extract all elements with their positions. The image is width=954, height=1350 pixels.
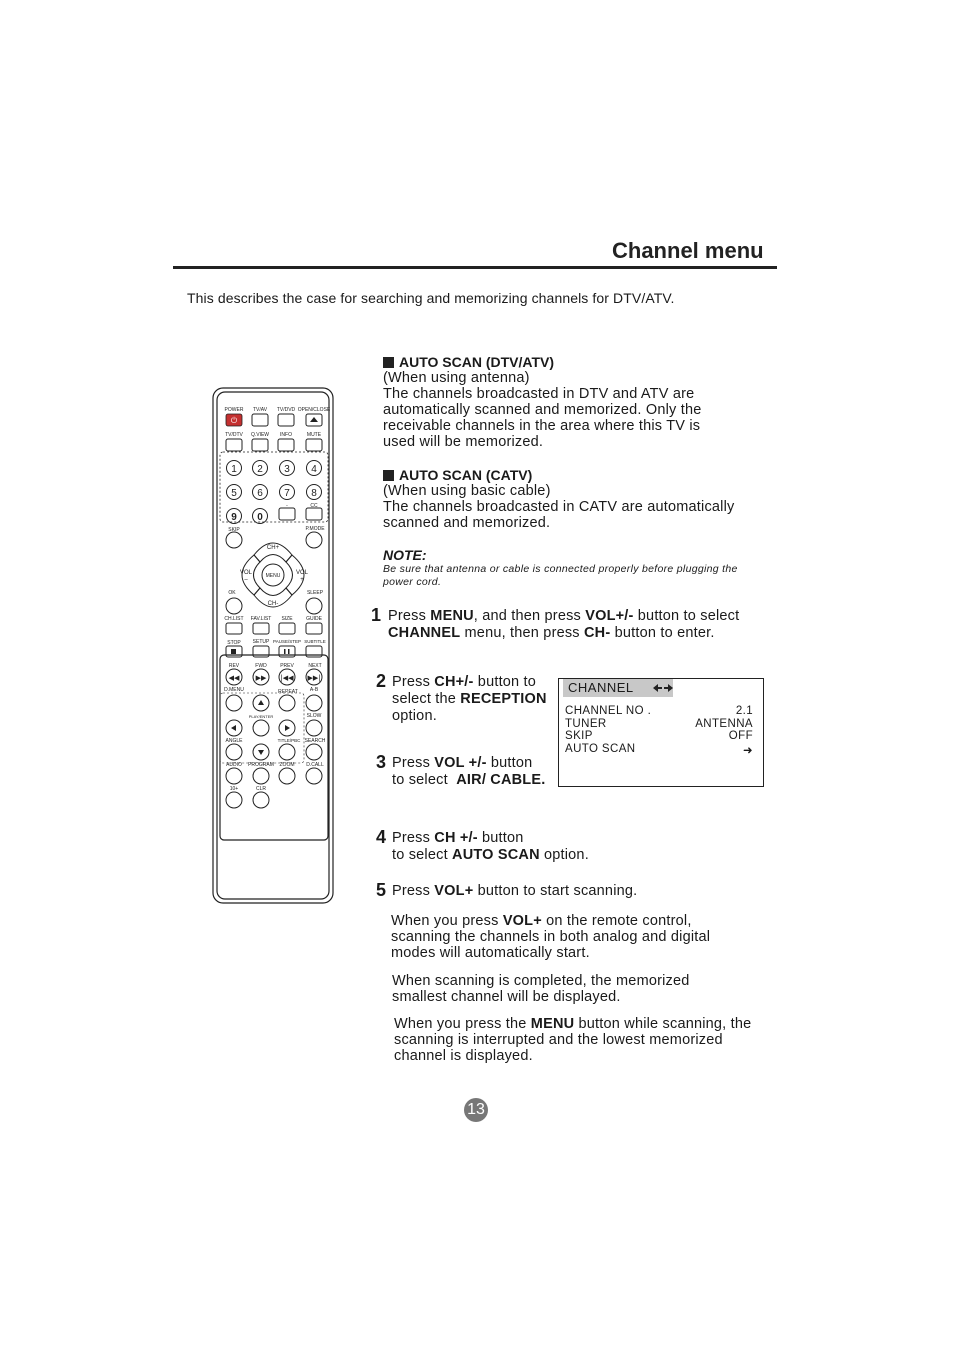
- page-number: 13: [464, 1098, 488, 1122]
- remote-label-rev: REV: [228, 663, 240, 669]
- rewind-icon: ◀◀: [228, 674, 240, 682]
- remote-digit-3: 3: [284, 464, 290, 475]
- remote-label-size: SIZE: [281, 616, 293, 622]
- up-arrow-icon: [258, 700, 264, 705]
- remote-label-vol-left: VOL: [239, 570, 253, 576]
- remote-digit-5: 5: [231, 488, 237, 499]
- step-2-text-line3: option.: [392, 708, 437, 724]
- info-paragraph-1: When you press VOL+ on the remote control, scanning the channels in both analog and digital modes will automatically start.: [391, 913, 711, 961]
- remote-label-vol-minus: –: [244, 577, 248, 583]
- osd-row-channel-no: CHANNEL NO . 2.1: [565, 705, 753, 717]
- remote-label-chplus: CH+: [266, 545, 280, 551]
- remote-label-qview: Q.VIEW: [250, 432, 270, 438]
- info-paragraph-2: When scanning is completed, the memorized smallest channel will be displayed.: [392, 973, 690, 1005]
- section-body-catv: (When using basic cable) The channels broadcasted in CATV are automatically scanned and memorized.: [383, 483, 735, 531]
- remote-digit-2: 2: [257, 464, 263, 475]
- step-5-number: 5: [376, 880, 387, 900]
- remote-label-fwd: FWD: [255, 663, 267, 669]
- remote-label-next: NEXT: [308, 663, 322, 669]
- section-heading-dtv-atv: AUTO SCAN (DTV/ATV): [383, 354, 554, 370]
- remote-digit-7: 7: [284, 488, 290, 499]
- remote-label-dmenu: D.MENU: [224, 687, 244, 693]
- step-1-text-line2: CHANNEL menu, then press CH- button to enter.: [388, 625, 715, 641]
- remote-label-titlepbc: TITLE/PBC: [277, 738, 301, 743]
- step-2-text: Press CH+/- button to: [392, 674, 537, 690]
- fast-forward-icon: ▶▶: [255, 674, 267, 682]
- remote-label-program: PROGRAM: [248, 762, 274, 768]
- remote-label-tvav: TV/AV: [252, 407, 268, 413]
- remote-label-stop: STOP: [227, 640, 241, 646]
- section-heading-catv: AUTO SCAN (CATV): [383, 467, 532, 483]
- remote-label-setup: SETUP: [252, 639, 270, 645]
- note-title: NOTE:: [383, 547, 427, 563]
- osd-row-tuner: TUNER ANTENNA: [565, 718, 753, 730]
- osd-header: CHANNEL: [563, 679, 673, 697]
- remote-label-dcall: D.CALL: [306, 762, 324, 768]
- remote-digit-8: 8: [311, 488, 317, 499]
- remote-digit-6: 6: [257, 488, 263, 499]
- left-right-arrow-icon: [653, 684, 673, 692]
- remote-label-cc: CC: [310, 503, 318, 509]
- title-rule: [173, 266, 777, 269]
- remote-label-tvdtv: TV/DTV: [225, 432, 243, 438]
- remote-label-chlist: CH.LIST: [224, 616, 244, 622]
- step-4-text: Press CH +/- button: [392, 830, 524, 846]
- remote-label-favlist: FAV.LIST: [250, 616, 272, 622]
- step-2-number: 2: [376, 671, 387, 691]
- step-5-text: Press VOL+ button to start scanning.: [392, 883, 638, 899]
- step-1-text: Press MENU, and then press VOL+/- button to select: [388, 608, 740, 624]
- remote-label-playenter: PLAY/ENTER: [248, 714, 274, 719]
- remote-label-skip: SKIP: [228, 527, 240, 533]
- info-paragraph-3: When you press the MENU button while scanning, the scanning is interrupted and the lowest memorized channel is displayed.: [394, 1016, 752, 1064]
- note-text: Be sure that antenna or cable is connected properly before plugging the power cord.: [383, 563, 738, 588]
- remote-label-openclose: OPEN/CLOSE: [297, 407, 331, 413]
- remote-label-zoom: ZOOM: [279, 762, 295, 768]
- channel-osd-box: [558, 678, 764, 787]
- remote-label-slow: SLOW: [306, 713, 322, 719]
- eject-icon: [310, 417, 318, 422]
- remote-digit-0: 0: [257, 512, 263, 523]
- left-arrow-icon: [231, 725, 236, 731]
- remote-label-ab: A-B: [309, 687, 319, 693]
- step-4-text-line2: to select AUTO SCAN option.: [392, 847, 589, 863]
- step-1-number: 1: [371, 605, 382, 625]
- remote-label-guide: GUIDE: [306, 616, 322, 622]
- step-2-text-line2: select the RECEPTION: [392, 691, 547, 707]
- remote-digit-9: 9: [231, 512, 237, 523]
- remote-label-ok: OK: [228, 590, 236, 596]
- right-arrow-icon: [285, 725, 290, 731]
- osd-row-skip: SKIP OFF: [565, 730, 753, 742]
- section-body-dtv-atv: (When using antenna) The channels broadcasted in DTV and ATV are automatically scanned and memorized. Only the receivable channels in the area where this TV is used will be memorized.: [383, 370, 702, 450]
- remote-label-audio: AUDIO: [226, 762, 242, 768]
- remote-label-info: INFO: [280, 432, 292, 438]
- remote-label-vol-plus: +: [300, 577, 304, 583]
- remote-control-illustration: [210, 385, 336, 907]
- remote-label-search: SEARCH: [304, 738, 326, 744]
- stop-icon: [231, 649, 236, 654]
- remote-digit-4: 4: [311, 464, 317, 475]
- remote-label-menu: MENU: [265, 573, 281, 579]
- remote-label-tvdvd: TV/DVD: [276, 407, 296, 413]
- intro-text: This describes the case for searching and memorizing channels for DTV/ATV.: [187, 290, 675, 306]
- power-icon: ⏻: [230, 416, 238, 425]
- remote-label-power: POWER: [224, 407, 244, 413]
- square-bullet-icon: [383, 470, 394, 481]
- remote-label-sleep: SLEEP: [306, 590, 324, 596]
- page-title: Channel menu: [612, 238, 764, 263]
- remote-label-pausestep: PAUSE/STEP: [273, 639, 301, 644]
- remote-label-repeat: REPEAT: [278, 689, 298, 695]
- previous-icon: |◀◀: [280, 674, 294, 682]
- remote-label-pmode: P.MODE: [305, 526, 325, 532]
- step-3-text-line2: to select AIR/ CABLE.: [392, 772, 546, 788]
- remote-label-mute: MUTE: [306, 432, 322, 438]
- step-4-number: 4: [376, 827, 387, 847]
- remote-label-prev: PREV: [280, 663, 294, 669]
- remote-label-dash: -: [286, 503, 288, 509]
- remote-label-tenplus: 10+: [229, 786, 239, 792]
- down-arrow-icon: [258, 750, 264, 755]
- remote-label-clr: CLR: [255, 786, 267, 792]
- remote-label-vol-right: VOL: [295, 570, 309, 576]
- osd-row-auto-scan: AUTO SCAN ➜: [565, 743, 753, 757]
- step-3-number: 3: [376, 752, 387, 772]
- remote-label-angle: ANGLE: [225, 738, 243, 744]
- next-icon: ▶▶|: [307, 674, 321, 682]
- square-bullet-icon: [383, 357, 394, 368]
- remote-label-subtitle: SUBTITLE: [304, 639, 326, 644]
- step-3-text: Press VOL +/- button: [392, 755, 533, 771]
- remote-digit-1: 1: [231, 464, 237, 475]
- remote-label-chminus: CH-: [267, 601, 279, 607]
